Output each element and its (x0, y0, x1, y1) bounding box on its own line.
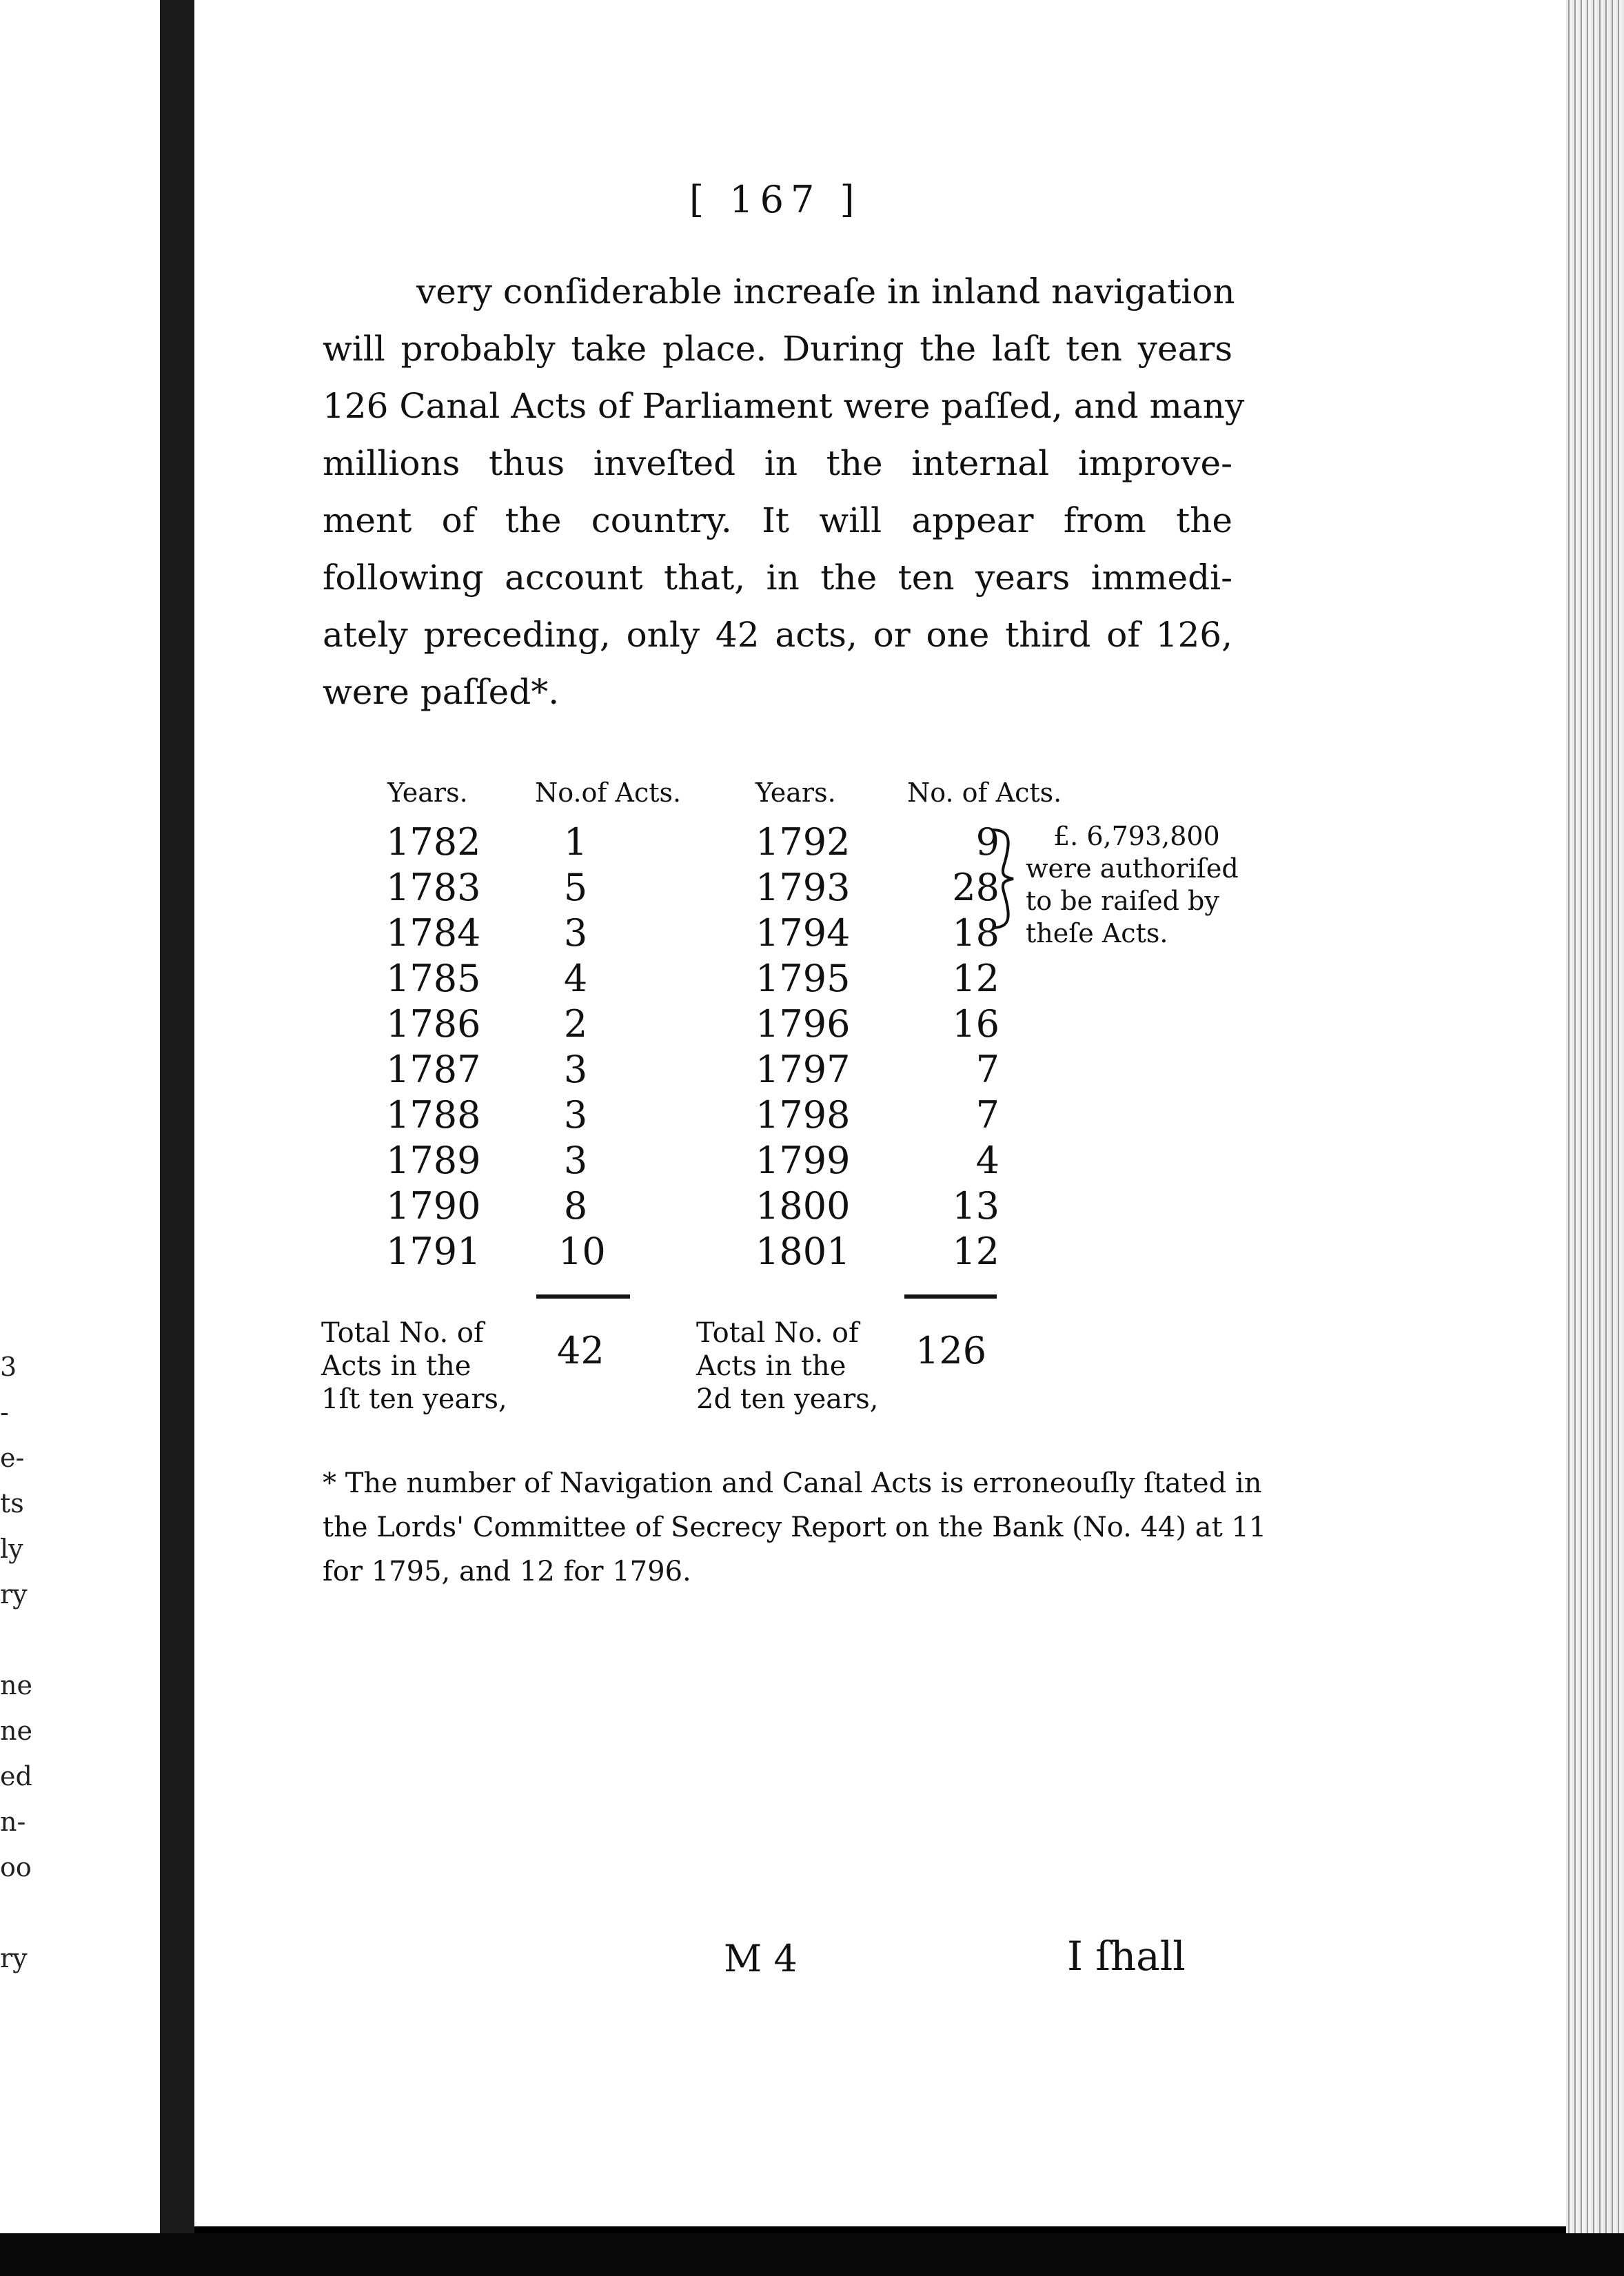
acts-count-cell: 5 (563, 866, 588, 909)
total-label-line: Acts in the (321, 1350, 471, 1382)
year-cell: 1797 (755, 1048, 851, 1091)
acts-count-cell: 18 (952, 911, 999, 955)
acts-count-cell: 8 (563, 1184, 588, 1228)
acts-count-cell: 3 (563, 1093, 588, 1137)
year-cell: 1788 (386, 1093, 481, 1137)
facing-page-text-fragments: 3 - e- ts ly ry ne ne ed n- oo ry (0, 1352, 32, 1973)
body-line: 126 Canal Acts of Parliament were paſſed, and many (323, 386, 1245, 426)
year-cell: 1795 (755, 957, 851, 1000)
footnote-line: the Lords' Committee of Secrecy Report on the Bank (No. 44) at 11 (323, 1512, 1267, 1543)
total-label-line: 1ſt ten years, (321, 1383, 507, 1415)
footnote-line: * The number of Navigation and Canal Acts is erroneouſly ſtated in (323, 1467, 1262, 1499)
scan-border (0, 2233, 1624, 2276)
acts-count-cell: 4 (975, 1139, 999, 1182)
year-cell: 1785 (386, 957, 481, 1000)
acts-count-cell: 13 (952, 1184, 999, 1228)
year-cell: 1784 (386, 911, 481, 955)
body-line: were paſſed*. (323, 672, 560, 712)
acts-count-cell: 7 (975, 1093, 999, 1137)
total-label-line: 2d ten years, (696, 1383, 879, 1415)
page-number: [ 167 ] (689, 178, 862, 221)
acts-count-cell: 12 (952, 957, 999, 1000)
year-cell: 1783 (386, 866, 481, 909)
year-cell: 1790 (386, 1184, 481, 1228)
year-cell: 1801 (755, 1230, 851, 1273)
column-header-acts-1: No.of Acts. (535, 778, 682, 808)
total-value-second: 126 (915, 1329, 987, 1372)
total-value-first: 42 (557, 1329, 605, 1372)
acts-count-cell: 3 (563, 911, 588, 955)
note-line: to be raiſed by (1026, 886, 1219, 916)
curly-brace (990, 827, 1017, 931)
year-cell: 1786 (386, 1002, 481, 1046)
acts-count-cell: 10 (558, 1230, 606, 1273)
facing-page (0, 0, 160, 2233)
column-header-years-2: Years. (755, 778, 836, 808)
total-label-first (321, 1317, 507, 1416)
year-cell: 1798 (755, 1093, 851, 1137)
acts-count-cell: 7 (975, 1048, 999, 1091)
page-edges (1566, 0, 1624, 2276)
acts-count-cell: 9 (975, 820, 999, 864)
acts-count-cell: 16 (952, 1002, 999, 1046)
total-label-line: Acts in the (696, 1350, 846, 1382)
body-line: following account that, in the ten years immedi- (323, 558, 1232, 598)
total-label-line: Total No. of (696, 1317, 859, 1349)
body-line: will probably take place. During the laſt ten years (323, 329, 1232, 369)
year-cell: 1787 (386, 1048, 481, 1091)
year-cell: 1800 (755, 1184, 851, 1228)
body-line: ately preceding, only 42 acts, or one third of 126, (323, 615, 1232, 655)
total-label-line: Total No. of (321, 1317, 484, 1349)
column-header-years-1: Years. (387, 778, 468, 808)
total-rule-1 (536, 1294, 630, 1299)
acts-count-cell: 1 (563, 820, 588, 864)
body-paragraph (323, 263, 1245, 721)
acts-count-cell: 4 (563, 957, 588, 1000)
column-header-acts-2: No. of Acts. (907, 778, 1062, 808)
note-line: £. 6,793,800 (1053, 821, 1220, 851)
total-label-second (696, 1317, 878, 1416)
signature-mark: M 4 (724, 1937, 798, 1980)
year-cell: 1794 (755, 911, 851, 955)
year-cell: 1793 (755, 866, 851, 909)
year-cell: 1789 (386, 1139, 481, 1182)
catchword: I ſhall (1067, 1933, 1186, 1980)
acts-count-cell: 28 (952, 866, 999, 909)
acts-count-cell: 3 (563, 1139, 588, 1182)
note-line: theſe Acts. (1026, 918, 1168, 948)
acts-count-cell: 3 (563, 1048, 588, 1091)
footnote (323, 1461, 1267, 1594)
acts-count-cell: 12 (952, 1230, 999, 1273)
year-cell: 1796 (755, 1002, 851, 1046)
year-cell: 1791 (386, 1230, 481, 1273)
year-cell: 1792 (755, 820, 851, 864)
note-line: were authoriſed (1026, 853, 1239, 884)
book-gutter (160, 0, 194, 2233)
footnote-line: for 1795, and 12 for 1796. (323, 1556, 691, 1587)
year-cell: 1799 (755, 1139, 851, 1182)
body-line: very conſiderable increaſe in inland navigation (416, 272, 1235, 312)
body-line: millions thus inveſted in the internal improve- (323, 443, 1232, 483)
year-cell: 1782 (386, 820, 481, 864)
body-line: ment of the country. It will appear from the (323, 500, 1232, 540)
acts-count-cell: 2 (563, 1002, 588, 1046)
total-rule-2 (904, 1294, 997, 1299)
raised-amount-note (1026, 820, 1246, 950)
